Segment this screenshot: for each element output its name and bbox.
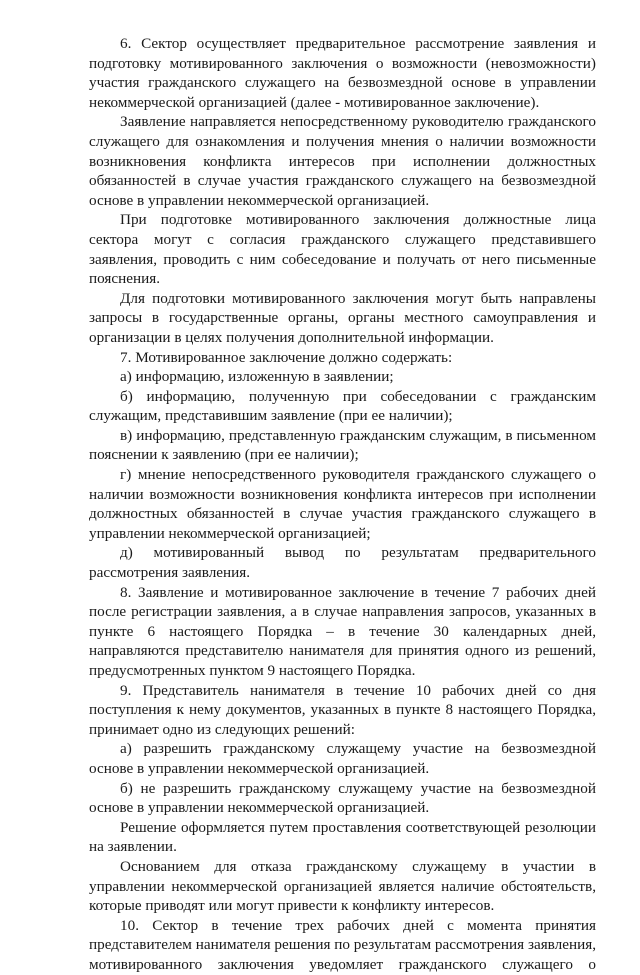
- paragraph-interview: При подготовке мотивированного заключения должностные лица сектора могут с согласия гражданского служащего представившего заявления, проводить с ним собеседование и получать от него письменные пояснения.: [89, 211, 596, 288]
- list-item-7g: г) мнение непосредственного руководителя гражданского служащего о наличии возможности возникновения конфликта интересов при исполнении должностных обязанностей в случае участия гражданского служащего в управлении некоммерческой организацией;: [89, 466, 596, 542]
- list-item-7b: б) информацию, полученную при собеседовании с гражданским служащим, представившим заявление (при ее наличии);: [89, 387, 596, 425]
- list-item-7d: д) мотивированный вывод по результатам предварительного рассмотрения заявления.: [89, 544, 596, 582]
- list-item-9a: а) разрешить гражданскому служащему участие на безвозмездной основе в управлении некоммерческой организацией.: [89, 740, 596, 777]
- paragraph-7: 7. Мотивированное заключение должно содержать:: [120, 348, 453, 366]
- list-item-7a: а) информацию, изложенную в заявлении;: [120, 368, 394, 386]
- paragraph-9: 9. Представитель нанимателя в течение 10 рабочих дней со дня поступления к нему документов, указанных в пункте 8 настоящего Порядка, принимает одно из следующих решений:: [89, 681, 596, 738]
- paragraph-resolution: Решение оформляется путем проставления соответствующей резолюции на заявлении.: [89, 818, 596, 856]
- list-item-9b: б) не разрешить гражданскому служащему участие на безвозмездной основе в управлении некоммерческой организацией.: [89, 779, 596, 817]
- list-item-7v: в) информацию, представленную гражданским служащим, в письменном пояснении к заявлению (при ее наличии);: [89, 426, 596, 464]
- paragraph-statement-routing: Заявление направляется непосредственному руководителю гражданского служащего для ознакомления и получения мнения о наличии возможности возникновения конфликта интересов при исполнении должностных обязанностей в случае участия гражданского служащего на безвозмездной основе в управлении некоммерческой организацией.: [89, 113, 596, 209]
- paragraph-requests: Для подготовки мотивированного заключения могут быть направлены запросы в государственные органы, органы местного самоуправления и организации в целях получения дополнительной информации.: [89, 289, 596, 346]
- paragraph-refusal-grounds: Основанием для отказа гражданскому служащему в участии в управлении некоммерческой организацией является наличие обстоятельств, которые приводят или могут привести к конфликту интересов.: [89, 857, 596, 915]
- paragraph-10: 10. Сектор в течение трех рабочих дней с момента принятия представителем нанимателя решения по результатам рассмотрения заявления, мотивированного заключения уведомляет гражданского служащего о: [89, 916, 597, 973]
- paragraph-6: 6. Сектор осуществляет предварительное рассмотрение заявления и подготовку мотивированного заключения о возможности (невозможности) участия гражданского служащего на безвозмездной основе в управлении некоммерческой организацией (далее - мотивированное заключение).: [89, 35, 596, 111]
- paragraph-8: 8. Заявление и мотивированное заключение в течение 7 рабочих дней после регистрации заявления, а в случае направления запросов, указанных в пункте 6 настоящего Порядка – в течение 30 календарных дней, направляются представителю нанимателя для принятия одного из решений, предусмотренных пунктом 9 настоящего Порядка.: [89, 583, 596, 679]
